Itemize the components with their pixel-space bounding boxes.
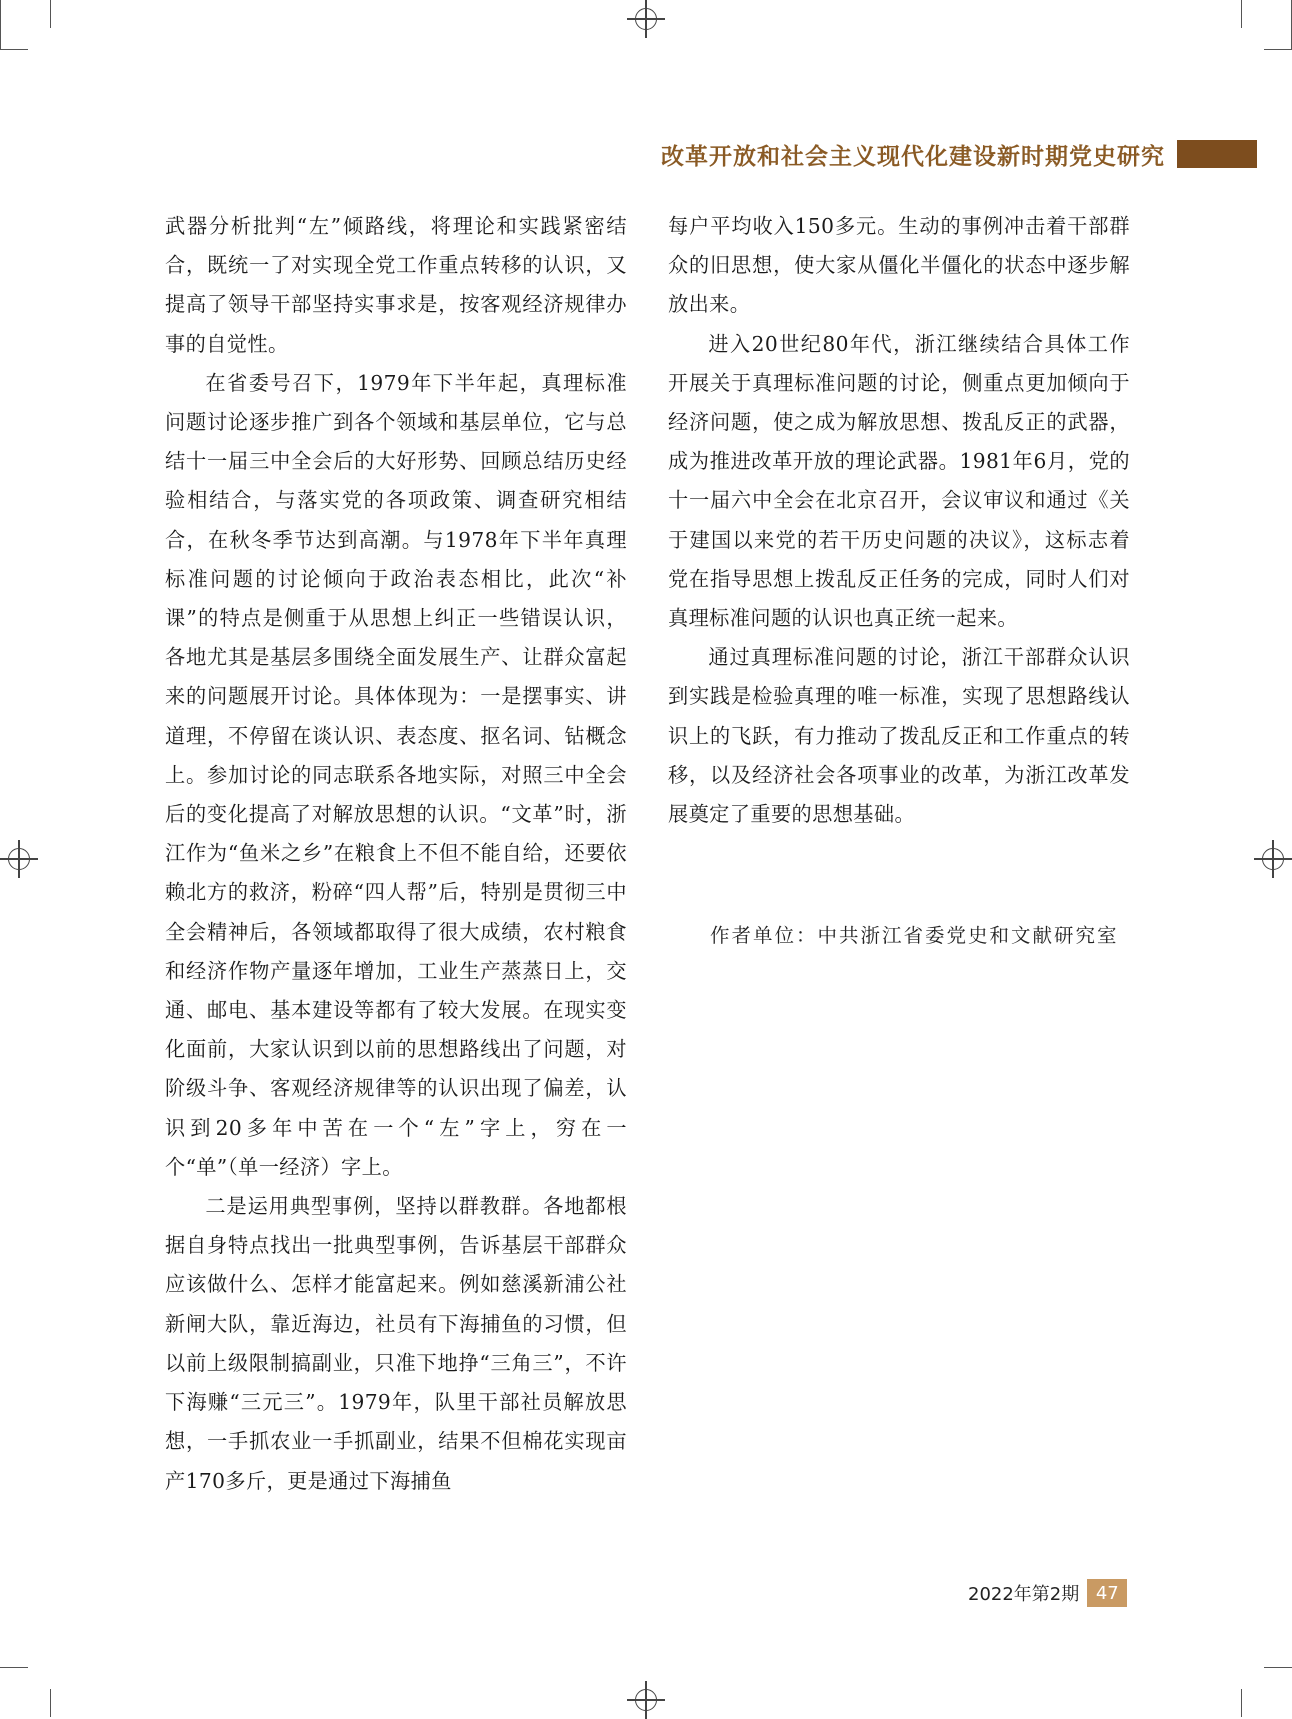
paragraph: 二是运用典型事例，坚持以群教群。各地都根据自身特点找出一批典型事例，告诉基层干部群众应该做什么、怎样才能富起来。例如慈溪新浦公社新闸大队，靠近海边，社员有下海捕鱼的习惯，但以前上级限制搞副业，只准下地挣“三角三”，不许下海赚“三元三”。1979年，队里干部社员解放思想，一手抓农业一手抓副业，结果不但棉花实现亩产170多斤，更是通过下海捕鱼 bbox=[165, 1194, 627, 1493]
registration-mark-right bbox=[1254, 840, 1292, 878]
paragraph: 通过真理标准问题的讨论，浙江干部群众认识到实践是检验真理的唯一标准，实现了思想路线认识上的飞跃，有力推动了拨乱反正和工作重点的转移，以及经济社会各项事业的改革，为浙江改革发展奠定了重要的思想基础。 bbox=[668, 645, 1130, 827]
crop-mark bbox=[50, 1689, 51, 1717]
author-affiliation: 作者单位：中共浙江省委党史和文献研究室 bbox=[710, 924, 1119, 947]
crop-mark bbox=[1264, 49, 1292, 50]
right-column bbox=[668, 207, 1130, 834]
paragraph: 每户平均收入150多元。生动的事例冲击着干部群众的旧思想，使大家从僵化半僵化的状态中逐步解放出来。 bbox=[668, 214, 1130, 317]
section-title: 改革开放和社会主义现代化建设新时期党史研究 bbox=[661, 143, 1165, 170]
left-column bbox=[165, 207, 627, 1501]
issue-label: 2022年第2期 bbox=[968, 1584, 1080, 1605]
crop-mark bbox=[1241, 1689, 1242, 1717]
registration-mark-bottom bbox=[627, 1681, 665, 1719]
paragraph: 武器分析批判“左”倾路线，将理论和实践紧密结合，既统一了对实现全党工作重点转移的认识，又提高了领导干部坚持实事求是，按客观经济规律办事的自觉性。 bbox=[165, 214, 627, 356]
section-bar bbox=[1177, 140, 1257, 168]
crop-mark bbox=[0, 0, 1, 49]
crop-mark bbox=[0, 49, 28, 50]
registration-mark-left bbox=[0, 840, 38, 878]
page-footer bbox=[968, 1578, 1127, 1608]
paragraph: 进入20世纪80年代，浙江继续结合具体工作开展关于真理标准问题的讨论，侧重点更加倾向于经济问题，使之成为解放思想、拨乱反正的武器，成为推进改革开放的理论武器。1981年6月，党的十一届六中全会在北京召开，会议审议和通过《关于建国以来党的若干历史问题的决议》，这标志着党在指导思想上拨乱反正任务的完成，同时人们对真理标准问题的认识也真正统一起来。 bbox=[668, 331, 1130, 631]
crop-mark bbox=[50, 0, 51, 28]
paragraph: 在省委号召下，1979年下半年起，真理标准问题讨论逐步推广到各个领域和基层单位，它与总结十一届三中全会后的大好形势、回顾总结历史经验相结合，与落实党的各项政策、调查研究相结合，在秋冬季节达到高潮。与1978年下半年真理标准问题的讨论倾向于政治表态相比，此次“补课”的特点是侧重于从思想上纠正一些错误认识，各地尤其是基层多围绕全面发展生产、让群众富起来的问题展开讨论。具体体现为：一是摆事实、讲道理，不停留在谈认识、表态度、抠名词、钻概念上。参加讨论的同志联系各地实际，对照三中全会后的变化提高了对解放思想的认识。“文革”时，浙江作为“鱼米之乡”在粮食上不但不能自给，还要依赖北方的救济，粉碎“四人帮”后，特别是贯彻三中全会精神后，各领域都取得了很大成绩，农村粮食和经济作物产量逐年增加，工业生产蒸蒸日上，交通、邮电、基本建设等都有了较大发展。在现实变化面前，大家认识到以前的思想路线出了问题，对阶级斗争、客观经济规律等的认识出现了偏差，认识到20多年中苦在一个“左”字上，穷在一个“单”（单一经济）字上。 bbox=[165, 370, 627, 1179]
registration-mark-top bbox=[627, 0, 665, 38]
crop-mark bbox=[1264, 1667, 1292, 1668]
crop-mark bbox=[1241, 0, 1242, 28]
page-number: 47 bbox=[1087, 1579, 1127, 1607]
crop-mark bbox=[0, 1667, 28, 1668]
section-header bbox=[500, 138, 1257, 170]
